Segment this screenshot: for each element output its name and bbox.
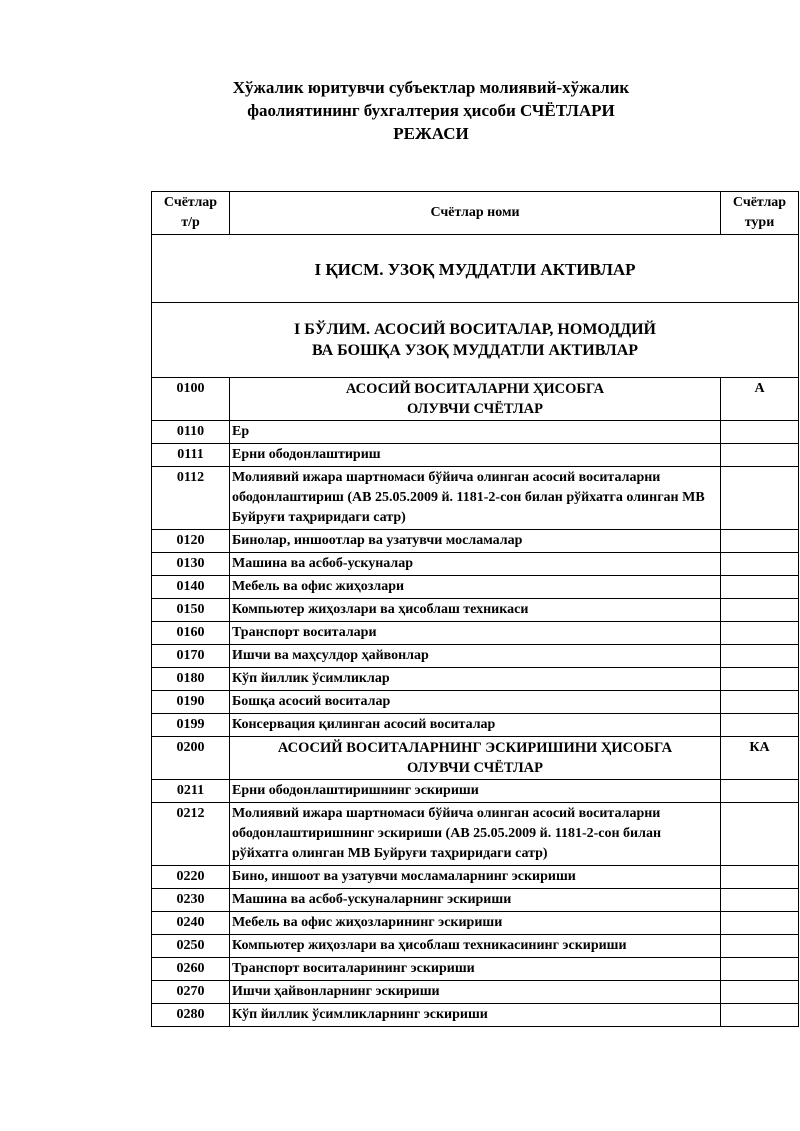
header-type-line1: Счётлар xyxy=(732,195,787,210)
account-code: 0270 xyxy=(152,981,230,1004)
account-code: 0150 xyxy=(152,599,230,622)
group-name xyxy=(230,737,721,780)
account-name: Ерни ободонлаштиришнинг эскириши xyxy=(230,780,721,803)
table-row xyxy=(152,576,799,599)
account-name: Транспорт воситаларининг эскириши xyxy=(230,958,721,981)
account-name: Кўп йиллик ўсимликлар xyxy=(230,668,721,691)
table-row xyxy=(152,444,799,467)
group-row-0200 xyxy=(152,737,799,780)
account-type xyxy=(721,530,799,553)
account-code: 0220 xyxy=(152,866,230,889)
table-row xyxy=(152,889,799,912)
part-row xyxy=(152,235,799,303)
account-type xyxy=(721,981,799,1004)
account-type xyxy=(721,935,799,958)
account-code: 0170 xyxy=(152,645,230,668)
account-type xyxy=(721,958,799,981)
account-name: Консервация қилинган асосий воситалар xyxy=(230,714,721,737)
table-row xyxy=(152,958,799,981)
header-code-line1: Счётлар xyxy=(163,195,218,210)
group-name-line2: ОЛУВЧИ СЧЁТЛАР xyxy=(406,760,543,776)
account-name: Ер xyxy=(230,421,721,444)
group-type: А xyxy=(721,378,799,421)
part-title: I ҚИСМ. УЗОҚ МУДДАТЛИ АКТИВЛАР xyxy=(152,235,799,303)
account-code: 0211 xyxy=(152,780,230,803)
account-code: 0230 xyxy=(152,889,230,912)
account-type xyxy=(721,714,799,737)
title-line-3: РЕЖАСИ xyxy=(393,124,469,143)
account-type xyxy=(721,645,799,668)
header-row xyxy=(152,192,799,235)
account-code: 0212 xyxy=(152,803,230,866)
group-name xyxy=(230,378,721,421)
account-type xyxy=(721,1004,799,1027)
account-type xyxy=(721,668,799,691)
table-row xyxy=(152,530,799,553)
account-name: Компьютер жиҳозлари ва ҳисоблаш техникаси xyxy=(230,599,721,622)
group-name-line1: АСОСИЙ ВОСИТАЛАРНИНГ ЭСКИРИШИНИ ҲИСОБГА xyxy=(277,740,673,756)
account-code: 0130 xyxy=(152,553,230,576)
title-line-2: фаолиятининг бухгалтерия ҳисоби СЧЁТЛАРИ xyxy=(247,101,615,120)
account-type xyxy=(721,421,799,444)
document-title xyxy=(0,76,800,145)
account-code: 0240 xyxy=(152,912,230,935)
accounts-table xyxy=(151,191,799,1027)
account-type xyxy=(721,866,799,889)
table-row xyxy=(152,866,799,889)
account-code: 0190 xyxy=(152,691,230,714)
account-code: 0112 xyxy=(152,467,230,530)
account-name: Ерни ободонлаштириш xyxy=(230,444,721,467)
table-row xyxy=(152,912,799,935)
account-type xyxy=(721,553,799,576)
table-row xyxy=(152,645,799,668)
account-name: Мебель ва офис жиҳозларининг эскириши xyxy=(230,912,721,935)
section-row xyxy=(152,303,799,378)
table-row xyxy=(152,467,799,530)
section-title xyxy=(152,303,799,378)
group-code: 0100 xyxy=(152,378,230,421)
account-type xyxy=(721,467,799,530)
account-type xyxy=(721,444,799,467)
account-name: Машина ва асбоб-ускуналар xyxy=(230,553,721,576)
table-row xyxy=(152,599,799,622)
account-type xyxy=(721,889,799,912)
section-title-line1: I БЎЛИМ. АСОСИЙ ВОСИТАЛАР, НОМОДДИЙ xyxy=(294,321,656,338)
header-name: Счётлар номи xyxy=(230,192,721,235)
account-name: Ишчи ҳайвонларнинг эскириши xyxy=(230,981,721,1004)
group-type: КА xyxy=(721,737,799,780)
table-row xyxy=(152,622,799,645)
account-type xyxy=(721,599,799,622)
table-row xyxy=(152,981,799,1004)
account-code: 0111 xyxy=(152,444,230,467)
account-code: 0160 xyxy=(152,622,230,645)
table-row xyxy=(152,691,799,714)
account-code: 0260 xyxy=(152,958,230,981)
account-name: Ишчи ва маҳсулдор ҳайвонлар xyxy=(230,645,721,668)
group-row-0100 xyxy=(152,378,799,421)
header-code-line2: т/р xyxy=(181,215,200,230)
section-title-line2: ВА БОШҚА УЗОҚ МУДДАТЛИ АКТИВЛАР xyxy=(311,342,639,359)
table-row xyxy=(152,780,799,803)
account-name: Бино, иншоот ва узатувчи мосламаларнинг эскириши xyxy=(230,866,721,889)
account-name: Кўп йиллик ўсимликларнинг эскириши xyxy=(230,1004,721,1027)
account-name: Молиявий ижара шартномаси бўйича олинган асосий воситаларни ободонлаштиришнинг эскириши (АВ 25.05.2009 й. 1181-2-сон билан рўйхатга олинган МВ Буйруғи таҳриридаги сатр) xyxy=(230,803,721,866)
account-code: 0199 xyxy=(152,714,230,737)
account-type xyxy=(721,691,799,714)
account-name: Транспорт воситалари xyxy=(230,622,721,645)
account-name: Компьютер жиҳозлари ва ҳисоблаш техникасининг эскириши xyxy=(230,935,721,958)
table-row xyxy=(152,803,799,866)
group-name-line1: АСОСИЙ ВОСИТАЛАРНИ ҲИСОБГА xyxy=(345,381,605,397)
group-code: 0200 xyxy=(152,737,230,780)
table-row xyxy=(152,1004,799,1027)
table-row xyxy=(152,553,799,576)
account-code: 0140 xyxy=(152,576,230,599)
account-name: Бошқа асосий воситалар xyxy=(230,691,721,714)
account-type xyxy=(721,912,799,935)
table-row xyxy=(152,714,799,737)
account-name: Машина ва асбоб-ускуналарнинг эскириши xyxy=(230,889,721,912)
account-code: 0120 xyxy=(152,530,230,553)
account-code: 0110 xyxy=(152,421,230,444)
header-type-line2: тури xyxy=(744,215,775,230)
table-row xyxy=(152,935,799,958)
table-row xyxy=(152,421,799,444)
title-line-1: Хўжалик юритувчи субъектлар молиявий-хўжалик xyxy=(232,78,630,97)
account-type xyxy=(721,803,799,866)
account-type xyxy=(721,622,799,645)
account-code: 0250 xyxy=(152,935,230,958)
account-type xyxy=(721,576,799,599)
account-type xyxy=(721,780,799,803)
account-name: Мебель ва офис жиҳозлари xyxy=(230,576,721,599)
account-code: 0280 xyxy=(152,1004,230,1027)
account-name: Бинолар, иншоотлар ва узатувчи мосламалар xyxy=(230,530,721,553)
header-type xyxy=(721,192,799,235)
group-name-line2: ОЛУВЧИ СЧЁТЛАР xyxy=(406,401,543,417)
account-name: Молиявий ижара шартномаси бўйича олинган асосий воситаларни ободонлаштириш (АВ 25.05.2009 й. 1181-2-сон билан рўйхатга олинган МВ Буйруғи таҳриридаги сатр) xyxy=(230,467,721,530)
header-code xyxy=(152,192,230,235)
account-code: 0180 xyxy=(152,668,230,691)
table-row xyxy=(152,668,799,691)
